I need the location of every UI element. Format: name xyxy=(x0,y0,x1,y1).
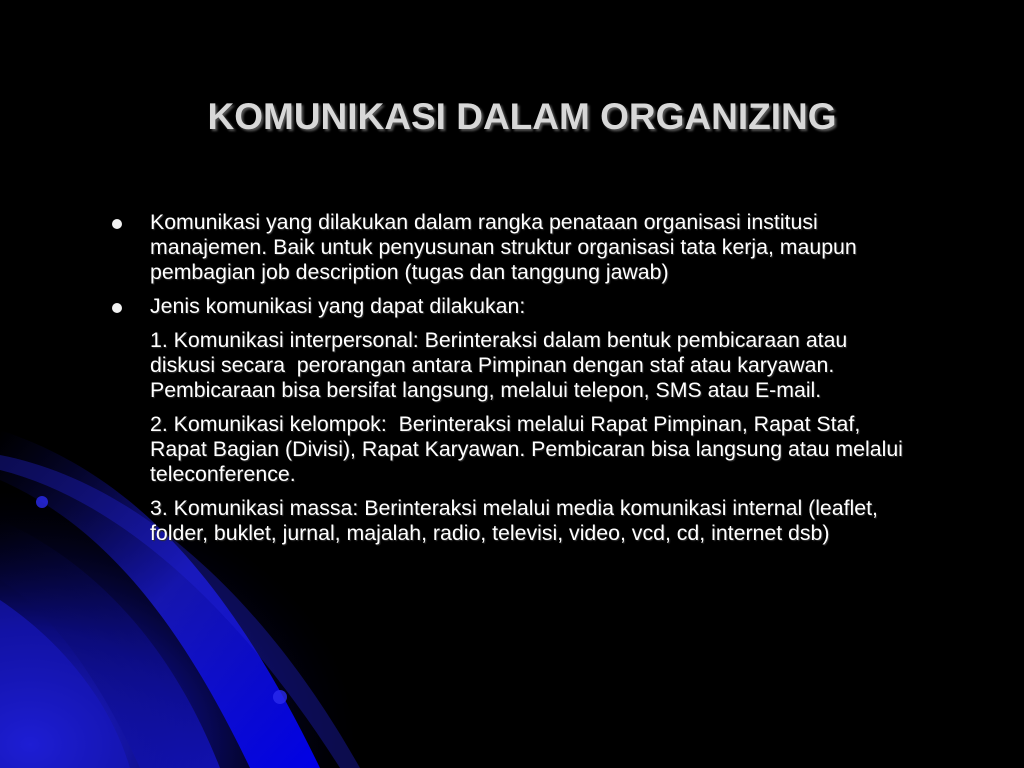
sub-item-interpersonal: 1. Komunikasi interpersonal: Berinteraksi dalam bentuk pembicaraan atau diskusi secara perorangan antara Pimpinan dengan staf atau karyawan. Pembicaraan bisa bersifat langsung, melalui telepon, SMS atau E-mail. xyxy=(150,328,854,402)
bullet-item xyxy=(108,210,908,285)
slide-title: KOMUNIKASI DALAM ORGANIZING xyxy=(207,96,837,137)
bullet-text: Komunikasi yang dilakukan dalam rangka penataan organisasi institusi manajemen. Baik untuk penyusunan struktur organisasi tata kerja, maupun pembagian job description (tugas dan tanggung jawab) xyxy=(150,210,857,284)
sub-item-massa: 3. Komunikasi massa: Berinteraksi melalui media komunikasi internal (leaflet, folder, buklet, jurnal, majalah, radio, televisi, video, vcd, cd, internet dsb) xyxy=(150,496,884,545)
bullet-dot-icon xyxy=(112,219,122,229)
sub-item-kelompok: 2. Komunikasi kelompok: Berinteraksi melalui Rapat Pimpinan, Rapat Staf, Rapat Bagian (Divisi), Rapat Karyawan. Pembicaran bisa langsung atau melalui teleconference. xyxy=(150,412,909,486)
bullet-item xyxy=(108,294,908,319)
bullet-dot-icon xyxy=(112,303,122,313)
slide-body xyxy=(108,210,908,555)
bullet-text: Jenis komunikasi yang dapat dilakukan: xyxy=(150,294,526,318)
